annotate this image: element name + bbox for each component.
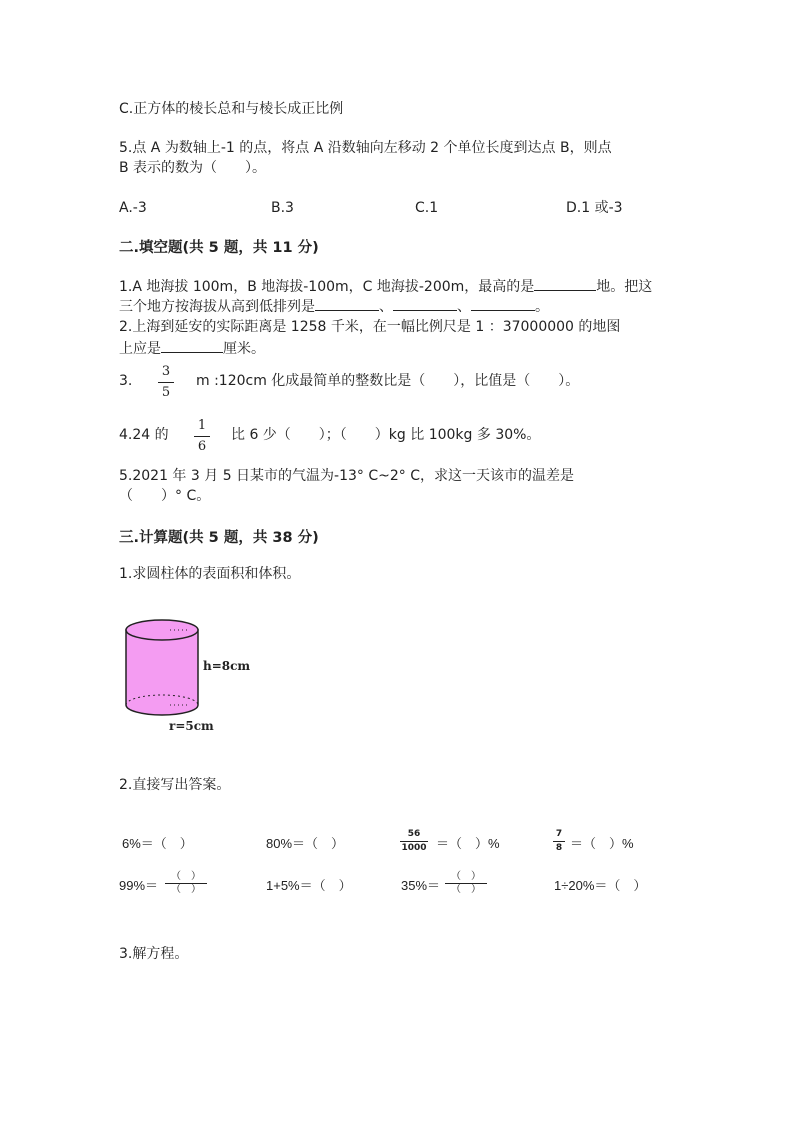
separator: 、 bbox=[379, 299, 393, 315]
calc-item: 6%＝（ ） bbox=[122, 836, 193, 851]
option-a: A.-3 bbox=[119, 200, 147, 216]
answer-blank[interactable] bbox=[161, 338, 223, 353]
calc-item: 1+5%＝（ ） bbox=[266, 878, 352, 893]
radius-label: r=5cm bbox=[169, 719, 214, 733]
fill-q1-line2 bbox=[119, 296, 549, 317]
fill-q2-line1: 2.上海到延安的实际距离是 1258 千米，在一幅比例尺是 1 ：37000000 的地图 bbox=[119, 319, 621, 335]
fraction-denominator: （ ） bbox=[451, 884, 481, 895]
fill-q4-text: 比 6 少（ ）；（ ）kg 比 100kg 多 30%。 bbox=[231, 427, 541, 443]
fill-q1-tail: 地。把这 bbox=[596, 279, 653, 295]
fraction-denominator: 8 bbox=[555, 843, 563, 853]
answer-blank[interactable] bbox=[534, 276, 596, 291]
fill-q5-line1: 5.2021 年 3 月 5 日某市的气温为-13° C~2° C，求这一天该市的温差是 bbox=[119, 468, 575, 484]
section-2-title: 二.填空题(共 5 题，共 11 分) bbox=[119, 240, 319, 256]
fraction-numerator: （ ） bbox=[451, 871, 481, 882]
fraction-bar bbox=[400, 841, 428, 842]
fraction-56-1000 bbox=[400, 829, 428, 854]
fill-q2-tail: 厘米。 bbox=[223, 341, 265, 357]
fraction-denominator: 1000 bbox=[401, 843, 427, 853]
cylinder-top bbox=[126, 620, 198, 640]
question-5-line2: B 表示的数为（ ）。 bbox=[119, 160, 267, 176]
blank-fraction[interactable] bbox=[165, 872, 207, 895]
fraction-7-8 bbox=[553, 829, 565, 854]
separator: 、 bbox=[457, 299, 471, 315]
calc-item: ＝（ ）% bbox=[570, 836, 634, 851]
fill-q1-text: 1.A 地海拔 100m，B 地海拔-100m，C 地海拔-200m，最高的是 bbox=[119, 279, 535, 295]
fraction-numerator: 1 bbox=[197, 418, 207, 433]
answer-blank[interactable] bbox=[393, 296, 457, 311]
answer-blank[interactable] bbox=[315, 296, 379, 311]
calc-item: ＝（ ）% bbox=[436, 836, 500, 851]
fill-q3-text: m :120cm 化成最简单的整数比是（ ），比值是（ ）。 bbox=[196, 373, 580, 389]
option-c: C.1 bbox=[415, 200, 439, 216]
fraction-numerator: 56 bbox=[407, 829, 421, 839]
option-d: D.1 或-3 bbox=[566, 200, 623, 216]
height-label: h=8cm bbox=[203, 659, 251, 673]
fraction-denominator: （ ） bbox=[171, 884, 201, 895]
calc-q3-text: 3.解方程。 bbox=[119, 946, 189, 962]
calc-item: 80%＝（ ） bbox=[266, 836, 345, 851]
period: 。 bbox=[535, 299, 549, 315]
option-c-text: C.正方体的棱长总和与棱长成正比例 bbox=[119, 101, 344, 117]
blank-fraction[interactable] bbox=[445, 872, 487, 895]
fraction-numerator: （ ） bbox=[171, 871, 201, 882]
fraction-bar bbox=[158, 382, 174, 383]
calc-q2-text: 2.直接写出答案。 bbox=[119, 777, 231, 793]
calc-item: 35%＝ bbox=[401, 878, 441, 893]
fill-q2-line2 bbox=[119, 338, 265, 359]
fill-q1-line2-text: 三个地方按海拔从高到低排列是 bbox=[119, 299, 315, 315]
option-b: B.3 bbox=[271, 200, 294, 216]
fill-q5-line2: （ ）° C。 bbox=[119, 488, 211, 504]
fraction-numerator: 7 bbox=[555, 829, 563, 839]
fraction-numerator: 3 bbox=[161, 364, 171, 379]
calc-item: 99%＝ bbox=[119, 878, 159, 893]
fraction-three-fifths bbox=[158, 364, 174, 401]
question-5-line1: 5.点 A 为数轴上-1 的点，将点 A 沿数轴向左移动 2 个单位长度到达点 B，则点 bbox=[119, 140, 612, 156]
fraction-bar bbox=[194, 436, 210, 437]
fill-q2-text: 上应是 bbox=[119, 341, 161, 357]
fill-q4-lead: 4.24 的 bbox=[119, 427, 169, 443]
fill-q3-number: 3. bbox=[119, 373, 133, 389]
cylinder-body bbox=[126, 630, 198, 715]
fraction-denominator: 6 bbox=[197, 439, 207, 454]
calc-item: 1÷20%＝（ ） bbox=[554, 878, 647, 893]
section-3-title: 三.计算题(共 5 题，共 38 分) bbox=[119, 530, 319, 546]
fraction-denominator: 5 bbox=[161, 385, 171, 400]
fraction-bar bbox=[553, 841, 565, 842]
fill-q1-line1 bbox=[119, 276, 652, 297]
calc-q1-text: 1.求圆柱体的表面积和体积。 bbox=[119, 566, 301, 582]
answer-blank[interactable] bbox=[471, 296, 535, 311]
fraction-one-sixth bbox=[194, 418, 210, 455]
